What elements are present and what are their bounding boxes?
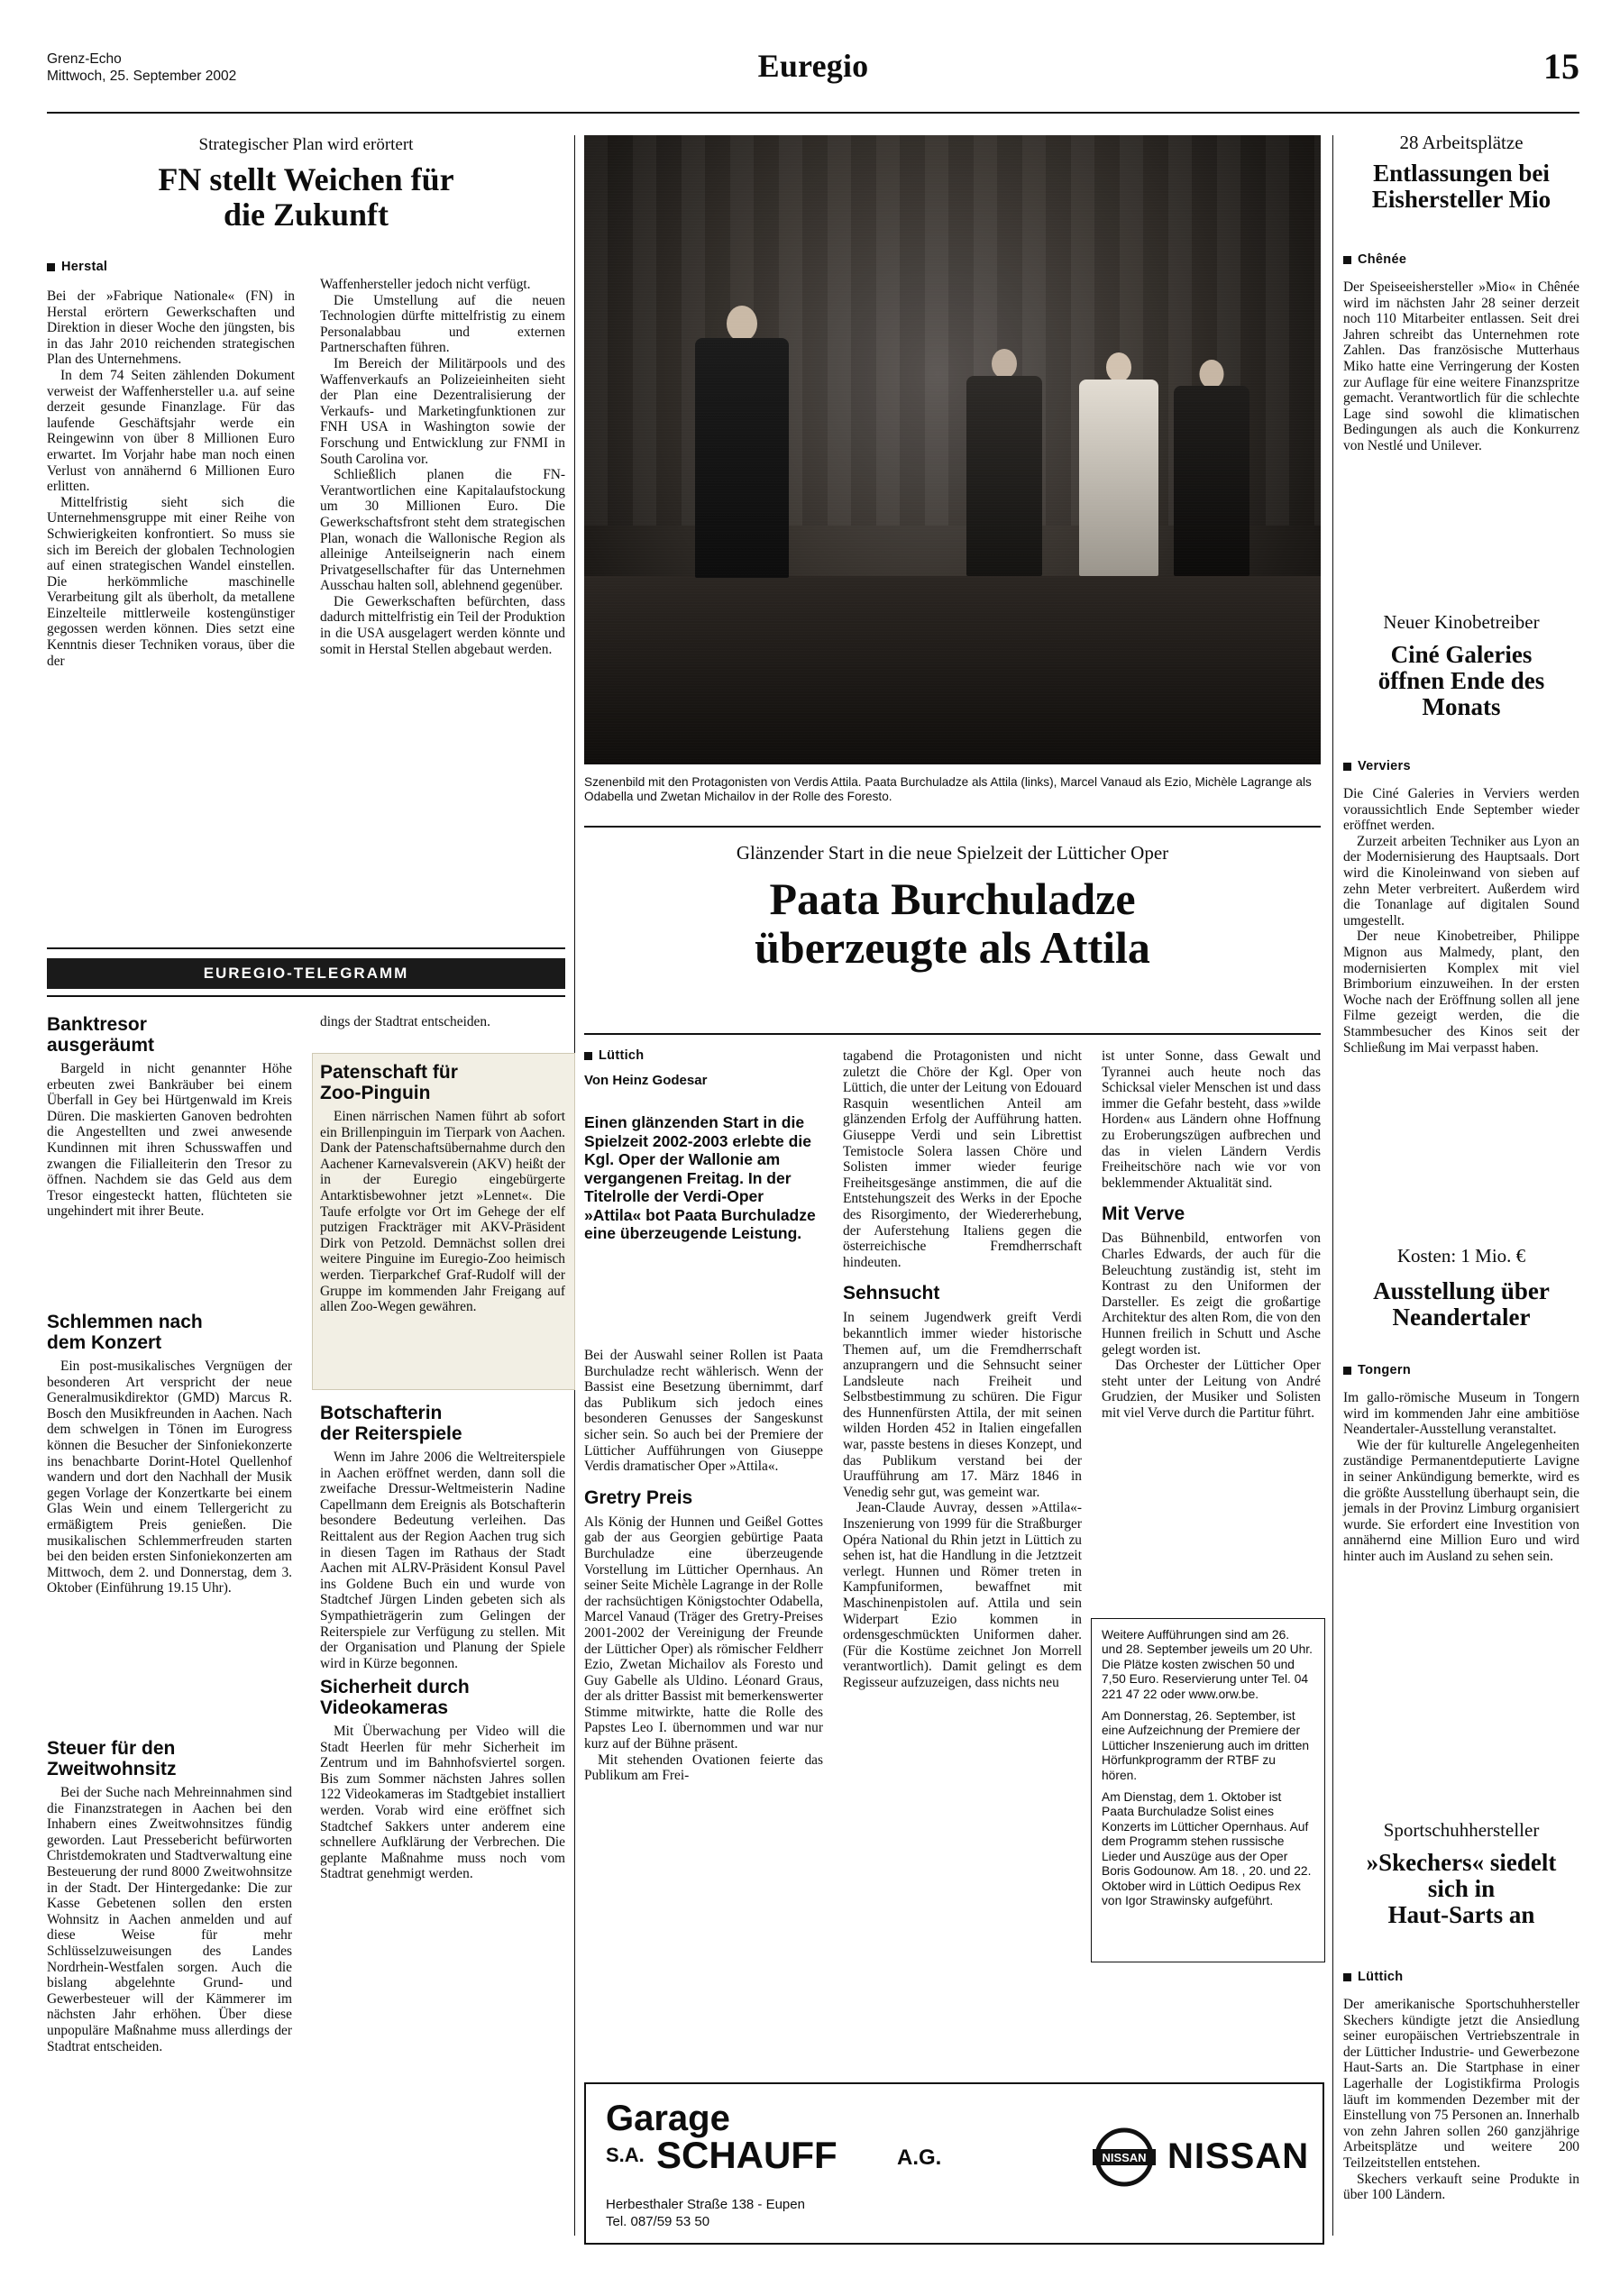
headline-line-2: die Zukunft xyxy=(223,196,389,233)
opera-scene-photo xyxy=(584,135,1321,764)
telegramm-banner-label: EUREGIO-TELEGRAMM xyxy=(203,965,409,982)
subhead-gretry: Gretry Preis xyxy=(584,1486,693,1508)
bullet-square-icon xyxy=(1343,1367,1351,1375)
bullet-square-icon xyxy=(47,263,55,271)
headline-rule xyxy=(584,1033,1321,1035)
telegramm-banner xyxy=(47,958,565,989)
left-article-headline xyxy=(47,162,565,233)
paragraph: Bei der Auswahl seiner Rollen ist Paata Burchuladze recht wählerisch. Wenn der Bassist eine Besetzung übernimmt, darf das Publikum sich jedoch eines besonderen Genusses der Sangeskunst sicher sein. So auch bei der Premiere der Lütticher Aufführungen von Giuseppe Verdis dramatischer Oper »Attila«. xyxy=(584,1348,823,1475)
telegramm-item-botschafterin xyxy=(320,1403,565,1671)
headline-line-3: Haut-Sarts an xyxy=(1387,1901,1535,1929)
headline-line-1: FN stellt Weichen für xyxy=(158,161,454,197)
item-title-line-1: Patenschaft für xyxy=(320,1062,458,1083)
dateline-luttich-2 xyxy=(1343,1970,1579,1986)
center-article-column-2 xyxy=(843,1048,1082,1691)
right-article-1-text xyxy=(1343,279,1579,454)
ad-address xyxy=(606,2196,805,2230)
paragraph: Am Dienstag, dem 1. Oktober ist Paata Burchuladze Solist eines Konzerts im Lütticher Opernhaus. Auf dem Programm stehen russische Lieder und Auszüge aus der Oper Boris Godounow. Am 18. , 20. und 22. Oktober wird in Lüttich Oedipus Rex von Igor Strawinsky aufgeführt. xyxy=(1102,1790,1312,1907)
headline-line-1: »Skechers« siedelt xyxy=(1366,1849,1557,1876)
item-text: Ein post-musikalisches Vergnügen der besonderen Art verspricht der neue Generalmusikdirektor (GMD) Marcus R. Bosch den Musikfreunden in Aachen. Nach dem schwelgen in Tönen im Eurogress können die Besucher der Sinfoniekonzerte ins benachbarte Dorint-Hotel Quellenhof wandern und dort den Nachhall der Musik gegen Vorlage der Konzertkarte bei einem Glas Wein und einem Tellergericht zu ermäßigtem Preis genießen. Die musikalischen Schlemmerfreuden starten bei den beiden ersten Sinfoniekonzerten am Mittwoch, dem 2. und Donnerstag, dem 3. Oktober (Einführung 19.15 Uhr). xyxy=(47,1358,292,1596)
ad-company-name: SCHAUFF xyxy=(656,2134,837,2176)
paragraph: Im Bereich der Militärpools und des Waffenverkaufs an Polizeieinheiten sieht der Plan eine Dezentralisierung der Verkaufs- und Marketingfunktionen zur FNH USA in Washington sowie der Forschung und Entwicklung zur FNMI in South Carolina vor. xyxy=(320,355,565,467)
item-title-line-2: dem Konzert xyxy=(47,1332,162,1353)
byline: Von Heinz Godesar xyxy=(584,1073,708,1088)
continuation-text: dings der Stadtrat entscheiden. xyxy=(320,1014,490,1029)
paragraph: In seinem Jugendwerk greift Verdi bekanntlich immer wieder historische Themen auf, um die Fremdherrschaft anzuprangern und die Sehnsucht seiner Landsleute nach Freiheit und Selbstbestimmung zu schüren. Die Figur des Hunnenfürsten Attila, der mit seinen wilden Horden 452 in Italien eingefallen war, passte bestens in dieses Konzept, und das Publikum verstand bei der Uraufführung am 17. März 1846 in Venedig sehr gut, was gemeint war. xyxy=(843,1310,1082,1500)
item-title xyxy=(47,1312,292,1353)
subhead-mit-verve: Mit Verve xyxy=(1102,1203,1185,1225)
photo-grain-overlay xyxy=(584,135,1321,764)
right-article-4-text xyxy=(1343,1997,1579,2203)
paragraph: ist unter Sonne, dass Gewalt und Tyrannei auch heute noch das Schicksal vieler Menschen ist und dass immer die Gefahr besteht, dass »wilde Horden« aus Ländern ohne Hoffnung zu Eroberungszügen aufbrechen und das in vielen Ländern Verdis Freiheitschöre nach wie vor von beklemmender Aktualität sind. xyxy=(1102,1048,1321,1191)
ad-garage-label: Garage xyxy=(606,2099,730,2138)
headline-line-1: Ciné Galeries xyxy=(1390,641,1533,668)
paragraph: Zurzeit arbeiten Techniker aus Lyon an der Modernisierung des Hauptsaals. Dort wird die Kinoleinwand von sieben auf zehn Meter verbreitert. Außerdem wird die Tonanlage auf digitalen Sound umgestellt. xyxy=(1343,833,1579,928)
paragraph: Mittelfristig sieht sich die Unternehmensgruppe mit einer Reihe von Schwierigkeiten konfrontiert. So muss sie sich im Bereich der globalen Technologien auf einen strategischen Wandel einstellen. Die herkömmliche maschinelle Verarbeitung gilt als überholt, da metallene Einzelteile mittlerweile kostengünstiger gegossen werden können. Dies setzt eine Kenntnis dieser Techniken voraus, über die der xyxy=(47,494,295,669)
item-text: Bargeld in nicht genannter Höhe erbeuten zwei Bankräuber bei einem Überfall in Gey bei Hürtgenwald im Kreis Düren. Die maskierten Ganoven bedrohten die Angestellten und zwei anwesende Kundinnen mit ihren Schusswaffen und zwangen die Filialleiterin den Tresor zu öffnen. Nachdem sie das Geld aus dem Tresor eingesteckt hatten, flüchteten sie ungehindert mit ihrer Beute. xyxy=(47,1061,292,1220)
right-article-2-text xyxy=(1343,786,1579,1056)
center-article-headline xyxy=(584,874,1321,972)
right-article-3-text xyxy=(1343,1390,1579,1565)
right-article-1-kicker: 28 Arbeitsplätze xyxy=(1399,132,1524,153)
item-title-line-2: Zoo-Pinguin xyxy=(320,1083,431,1103)
telegramm-rule-bottom xyxy=(47,995,565,997)
item-title-line-2: Zweitwohnsitz xyxy=(47,1759,177,1779)
dateline-chenee xyxy=(1343,252,1579,269)
advertisement-garage-schauff[interactable] xyxy=(584,2082,1324,2245)
headline-line-2: überzeugte als Attila xyxy=(755,922,1150,973)
headline-line-3: Monats xyxy=(1422,693,1501,721)
headline-line-1: Ausstellung über xyxy=(1373,1277,1550,1304)
telegramm-item-videokameras xyxy=(320,1677,565,1882)
headline-line-1: Paata Burchuladze xyxy=(769,874,1136,924)
telegramm-item-steuer xyxy=(47,1738,292,2054)
paragraph: Mit stehenden Ovationen feierte das Publikum am Frei- xyxy=(584,1752,823,1784)
dateline-label: Verviers xyxy=(1358,759,1411,773)
right-article-2-headline xyxy=(1343,642,1579,720)
center-article-lead: Einen glänzenden Start in die Spielzeit 2002-2003 erlebte die Kgl. Oper der Wallonie am vergangenen Freitag. In der Titelrolle der Verdi-Oper »Attila« bot Paata Burchuladze eine überzeugende Leistung. xyxy=(584,1113,816,1242)
item-text: Bei der Suche nach Mehreinnahmen sind die Finanzstrategen in Aachen bei den Inhabern eines Zweitwohnsitzes fündig geworden. Laut Pressebericht befürworten Christdemokraten und Stadtverwaltung eine Besteuerung der rund 8000 Zweitwohnsitze in der Stadt. Der Hintergedanke: Die zur Kasse Gebetenen sollen den ersten Wohnsitz in Aachen anmelden und auf diese Weise für mehr Schlüsselzuweisungen des Landes Nordrhein-Westfalen sorgen. Auch die bislang abgelehnte Grund- und Gewerbesteuer will der Kämmerer im nächsten Jahr erhöhen. Über diese unpopuläre Maßnahme muss allerdings der Stadtrat entscheiden. xyxy=(47,1785,292,2054)
center-article-column-1 xyxy=(584,1348,823,1784)
paragraph: tagabend die Protagonisten und nicht zuletzt die Chöre der Kgl. Oper von Lüttich, die unter der Leitung von Edouard Rasquin wesentlichen Anteil am glänzenden Erfolg der Aufführung hatten. Giuseppe Verdi und sein Librettist Temistocle Solera lassen Chöre und Solisten immer wieder feurige Freiheitsgesänge anstimmen, die auf die Entstehungszeit des Werks in der Epoche des Risorgimento, der Wiedererhebung, der Auferstehung Italiens gegen die österreichische Fremdherrschaft hindeuten. xyxy=(843,1048,1082,1270)
telegramm-item-schlemmen xyxy=(47,1312,292,1596)
left-article-column-1 xyxy=(47,288,295,669)
item-title-line-2: der Reiterspiele xyxy=(320,1423,462,1444)
right-article-4-headline xyxy=(1343,1850,1579,1928)
ad-sa-label: S.A. xyxy=(606,2144,645,2166)
item-title-line-1: Schlemmen nach xyxy=(47,1312,203,1332)
item-title xyxy=(320,1677,565,1718)
dateline-label: Herstal xyxy=(61,260,108,274)
paragraph: Der neue Kinobetreiber, Philippe Mignon aus Malmedy, plant, den modernisierten Komplex mit viel Brimborium einzuweihen. In der ersten Woche nach der Eröffnung sollen all jene Filme gezeigt werden, die die Stammbesucher des Kinos seit der Schließung im Mai verpasst haben. xyxy=(1343,928,1579,1056)
center-article-kicker: Glänzender Start in die neue Spielzeit der Lütticher Oper xyxy=(736,842,1169,864)
right-article-4-kicker: Sportschuhhersteller xyxy=(1383,1819,1540,1841)
dateline-herstal xyxy=(47,260,299,276)
performance-info-text xyxy=(1102,1628,1313,1908)
item-title-line-1: Banktresor xyxy=(47,1014,147,1035)
center-article-column-3 xyxy=(1102,1048,1321,1421)
dateline-label: Chênée xyxy=(1358,252,1407,267)
paragraph: Das Bühnenbild, entworfen von Charles Edwards, der auch für die Beleuchtung zuständig ist, steht im Kontrast zu den Uniformen der Darsteller. Es zeigt die großartige Architektur des alten Rom, die von den Hunnen freilich in Schutt und Asche gelegt worden ist. xyxy=(1102,1230,1321,1358)
bullet-square-icon xyxy=(1343,763,1351,771)
masthead-rule xyxy=(47,112,1579,114)
column-divider-right xyxy=(1332,135,1333,2236)
paragraph: In dem 74 Seiten zählenden Dokument verweist der Waffenhersteller u.a. auf seine derzeit gesunde Finanzlage. Für das laufende Geschäftsjahr werde ein Reingewinn von über 8 Millionen Euro erwartet. Im Vorjahr habe man noch einen Verlust von annähernd 6 Millionen Euro erlitten. xyxy=(47,367,295,495)
ad-brand-name: NISSAN xyxy=(1167,2136,1310,2176)
bullet-square-icon xyxy=(1343,256,1351,264)
headline-line-2: sich in xyxy=(1427,1875,1496,1903)
item-title xyxy=(47,1738,292,1779)
paragraph: Die Ciné Galeries in Verviers werden voraussichtlich Ende September wieder eröffnet werden. xyxy=(1343,786,1579,834)
item-title-line-2: ausgeräumt xyxy=(47,1035,155,1056)
telegramm-item-banktresor xyxy=(47,1014,292,1220)
ad-phone: Tel. 087/59 53 50 xyxy=(606,2214,710,2229)
bullet-square-icon xyxy=(584,1052,592,1060)
paragraph: Im gallo-römische Museum in Tongern wird im kommenden Jahr eine ambitiöse Neandertaler-Ausstellung veranstaltet. xyxy=(1343,1390,1579,1438)
section-title: Euregio xyxy=(757,48,869,84)
paragraph: Jean-Claude Auvray, dessen »Attila«-Inszenierung von 1999 für die Straßburger Opéra National du Rhin jetzt in Lüttich zu sehen ist, hat die Handlung in die Jetztzeit verlegt. Hunnen und Römer treten in Kampfuniformen, bewaffnet mit Maschinenpistolen auf. Attila und sein Widerpart Ezio kommen in ordensgeschmückten Uniformen daher. (Für die Kostüme zeichnet Jon Morrell verantwortlich). Damit gelingt es dem Regisseur aufzuzeigen, dass nichts neu xyxy=(843,1500,1082,1690)
paper-name: Grenz-Echo xyxy=(47,51,122,67)
dateline-label: Tongern xyxy=(1358,1363,1412,1377)
item-title xyxy=(320,1062,565,1103)
photo-caption: Szenenbild mit den Protagonisten von Verdis Attila. Paata Burchuladze als Attila (links), Marcel Vanaud als Ezio, Michèle Lagrange als Odabella und Zwetan Michailov in der Rolle des Foresto. xyxy=(584,775,1312,803)
item-title-line-2: Videokameras xyxy=(320,1697,449,1718)
paragraph: Die Gewerkschaften befürchten, dass dadurch mittelfristig ein Teil der Produktion in die USA ausgelagert werden könnte und somit in Herstal Stellen abgebaut werden. xyxy=(320,593,565,657)
headline-line-2: öffnen Ende des xyxy=(1377,667,1545,695)
paragraph: Bei der »Fabrique Nationale« (FN) in Herstal erörtern Gewerkschaften und Direktion in dieser Woche den jüngsten, bis in das Jahr 2010 reichenden strategischen Plan des Unternehmens. xyxy=(47,288,295,368)
paragraph: Der Speiseeishersteller »Mio« in Chênée wird im nächsten Jahr 28 seiner derzeit noch 110 Mitarbeiter entlassen. Seit drei Jahren schreibt das Unternehmen rote Zahlen. Das französische Mutterhaus Miko hatte eine Verringerung der Kosten zur Auflage für eine weitere Finanzspritze gemacht. Verantwortlich für die schlechte Lage sind sowohl die klimatischen Bedingungen als auch die Konkurrenz von Nestlé und Unilever. xyxy=(1343,279,1579,453)
ad-address-line-1: Herbesthaler Straße 138 - Eupen xyxy=(606,2197,805,2212)
item-title xyxy=(320,1403,565,1444)
right-article-3-kicker: Kosten: 1 Mio. € xyxy=(1396,1245,1526,1267)
masthead xyxy=(47,46,1579,110)
headline-line-2: Eishersteller Mio xyxy=(1371,186,1551,214)
dateline-verviers xyxy=(1343,759,1579,775)
nissan-logo-icon xyxy=(1091,2127,1158,2187)
issue-date: Mittwoch, 25. September 2002 xyxy=(47,69,237,84)
bullet-square-icon xyxy=(1343,1973,1351,1981)
item-title-line-1: Botschafterin xyxy=(320,1403,443,1423)
ad-ag-label: A.G. xyxy=(897,2145,942,2170)
item-title-line-1: Sicherheit durch xyxy=(320,1677,470,1697)
caption-rule xyxy=(584,826,1321,828)
left-article-column-2 xyxy=(320,277,565,657)
dateline-label: Lüttich xyxy=(1358,1970,1404,1984)
paragraph: Weitere Aufführungen sind am 26. und 28. September jeweils um 20 Uhr. Die Plätze kosten zwischen 50 und 7,50 Euro. Reservierung unter Tel. 04 221 47 22 oder www.orw.be. xyxy=(1102,1628,1313,1701)
telegramm-item-patenschaft xyxy=(320,1062,565,1315)
paragraph: Waffenhersteller jedoch nicht verfügt. xyxy=(320,277,531,292)
page-number: 15 xyxy=(1543,46,1579,87)
paragraph: Am Donnerstag, 26. September, ist eine Aufzeichnung der Premiere der Lütticher Inszenierung auch im dritten Hörfunkprogramm der RTBF zu hören. xyxy=(1102,1709,1310,1782)
telegramm-rule-top xyxy=(47,947,565,949)
paragraph: Als König der Hunnen und Geißel Gottes gab der aus Georgien gebürtige Paata Burchuladze eine überzeugende Vorstellung im Lütticher Opernhaus. An seiner Seite Michèle Lagrange in der Rolle der rachsüchtigen Königstochter Odabella, Marcel Vanaud (Träger des Gretry-Preises 2001-2002 der Vereinigung der Freunde der Lütticher Oper) als römischer Feldherr Ezio, Zwetan Michailov als Foresto und Guy Gabelle als Uldino. Léonard Graus, der als dritter Bassist mit bemerkenswerter Stimme mitwirkte, hatte die Rolle des Papstes Leo I. übernommen und war nur kurz auf der Bühne präsent. xyxy=(584,1514,823,1752)
item-text: Einen närrischen Namen führt ab sofort ein Brillenpinguin im Tierpark von Aachen. Dank der Patenschaftsübernahme durch den Aachener Karnevalsverein (AKV) heißt der in der Euregio eingebürgerte Antarktisbewohner jetzt »Lennet«. Die Taufe erfolgte vor Ort im Gehege der elf putzigen Frackträger mit AKV-Präsident Dirk von Petzold. Demnächst sollen drei weitere Pinguine im Euregio-Zoo heimisch werden. Tierparkchef Graf-Rudolf will der Gruppe im kommenden Jahr Freigang auf allen Zoo-Wegen gewähren. xyxy=(320,1109,565,1315)
left-article-kicker: Strategischer Plan wird erörtert xyxy=(198,135,414,154)
item-title xyxy=(47,1014,292,1056)
paragraph: Skechers verkauft seine Produkte in über 100 Ländern. xyxy=(1343,2171,1579,2203)
right-article-3-headline xyxy=(1343,1278,1579,1331)
dateline-luttich xyxy=(584,1048,855,1065)
headline-line-2: Neandertaler xyxy=(1392,1304,1531,1331)
paragraph: Das Orchester der Lütticher Oper steht unter der Leitung von André Grudzien, der Musiker und Solisten mit viel Verve durch die Partitur führt. xyxy=(1102,1358,1321,1421)
paragraph: Schließlich planen die FN-Verantwortlichen eine Kapitalaufstockung um 30 Millionen Euro. Die Gewerkschaftsfront steht dem strategischen Plan, wonach die Wallonische Region als alleinige Anteilseignerin nach einem Privatgesellschafter für das Unternehmen Ausschau halten soll, ablehnend gegenüber. xyxy=(320,467,565,594)
paragraph: Der amerikanische Sportschuhhersteller Skechers kündigte jetzt die Ansiedlung seiner europäischen Vertriebszentrale in der Lütticher Industrie- und Gewerbezone Haut-Sarts an. Die Startphase in einer Lagerhalle der Logistikfirma Prologis läuft im kommenden Dezember mit der Einstellung von 75 Personen an. Innerhalb von zehn Jahren sollen 260 ganzjährige Arbeitsplätze und weitere 200 Teilzeitstellen entstehen. xyxy=(1343,1997,1579,2171)
headline-line-1: Entlassungen bei xyxy=(1373,160,1550,187)
item-text: Wenn im Jahre 2006 die Weltreiterspiele in Aachen eröffnet werden, dann soll die zweifache Dressur-Weltmeisterin Nadine Capellmann dem Ereignis als Botschafterin besondere Bedeutung verleihen. Das Reittalent aus der Region Aachen trug sich in diesen Tagen im Rathaus der Stadt Aachen mit ALRV-Präsident Konsul Pavel ins Goldene Buch ein und wurde von Stadtchef Jürgen Linden gebeten sich als Sympathieträgerin zum Gelingen der Reiterspiele zur Verfügung zu stellen. Mit der Organisation und Planung der Spiele wird in Kürze begonnen. xyxy=(320,1450,565,1671)
paragraph: Die Umstellung auf die neuen Technologien dürfte mittelfristig zu einem Personalabbau und externen Partnerschaften führen. xyxy=(320,292,565,356)
subhead-sehnsucht: Sehnsucht xyxy=(843,1283,940,1304)
right-article-1-headline xyxy=(1343,160,1579,213)
right-article-2-kicker: Neuer Kinobetreiber xyxy=(1383,611,1540,633)
item-text: Mit Überwachung per Video will die Stadt Heerlen für mehr Sicherheit im Zentrum und im Bahnhofsviertel sorgen. Bis zum Sommer nächsten Jahres sollen 122 Videokameras im Stadtgebiet installiert werden. Vorab wird eine eröffnet sich Stadtchef Sakkers unter anderem eine schnellere Aufklärung der Verbrechen. Die geplante Maßnahme muss noch vom Stadtrat genehmigt werden. xyxy=(320,1724,565,1882)
svg-text:NISSAN: NISSAN xyxy=(1102,2151,1147,2164)
telegramm-continuation xyxy=(320,1014,565,1030)
dateline-tongern xyxy=(1343,1363,1579,1379)
item-title-line-1: Steuer für den xyxy=(47,1738,176,1759)
dateline-label: Lüttich xyxy=(599,1048,645,1063)
paragraph: Wie der für kulturelle Angelegenheiten zuständige Permanentdeputierte Lavigne in seiner Ankündigung bemerkte, wird es die größte Ausstellung überhaupt sein, die jemals in der Provinz Limburg organisiert wurde. Sie erfordert eine Investition von annähernd eine Million Euro und wird hinter auch im Ausland zu sehen sein. xyxy=(1343,1437,1579,1564)
